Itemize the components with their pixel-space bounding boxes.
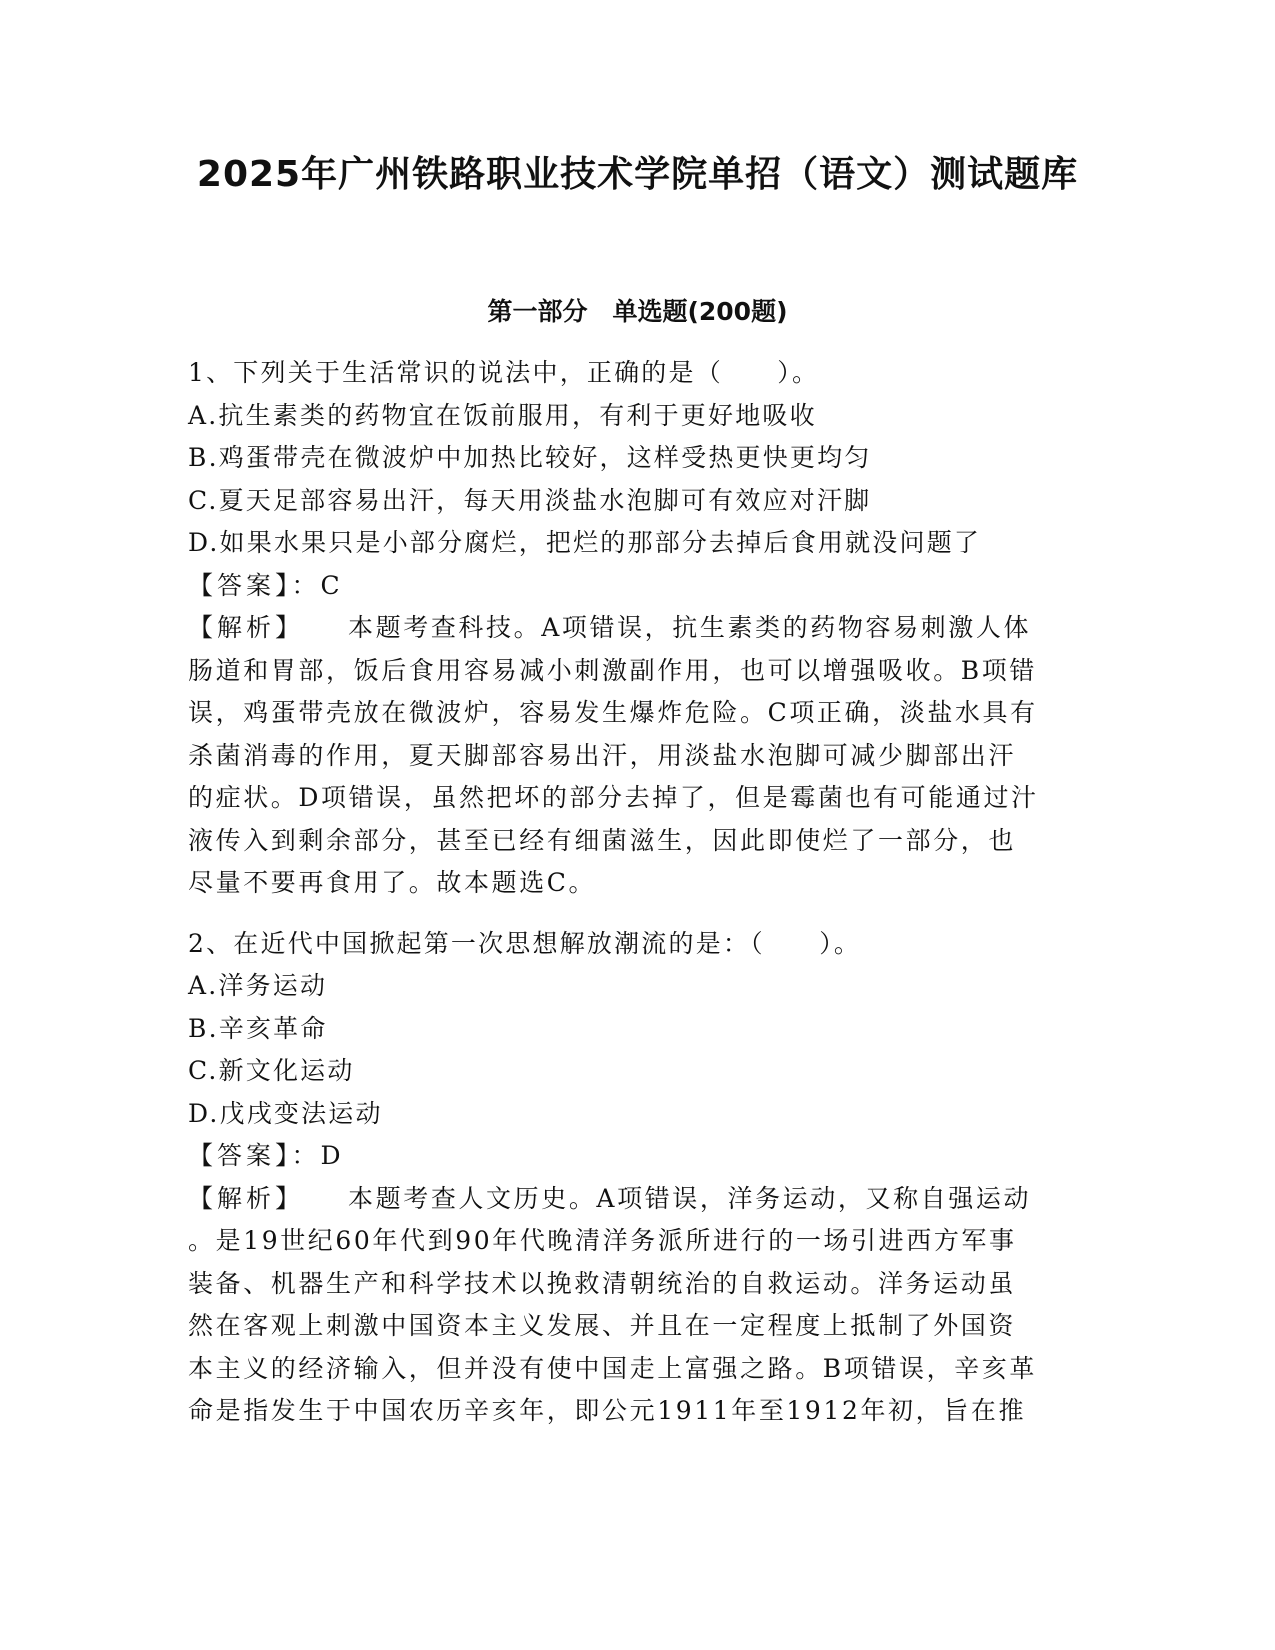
answer-value: C xyxy=(320,570,342,600)
explanation-line: 命是指发生于中国农历辛亥年，即公元1911年至1912年初，旨在推 xyxy=(188,1396,1027,1425)
explanation-line xyxy=(188,607,1088,650)
explanation-label: 【解析】 xyxy=(188,1183,305,1213)
explanation-line: 肠道和胃部，饭后食用容易减小刺激副作用，也可以增强吸收。B项错 xyxy=(188,655,1037,685)
question-list xyxy=(188,352,1088,1433)
option-b: B.辛亥革命 xyxy=(188,1013,328,1043)
explanation-line: 尽量不要再食用了。故本题选C。 xyxy=(188,868,597,897)
document-title: 2025年广州铁路职业技术学院单招（语文）测试题库 xyxy=(196,154,1079,195)
option-d: D.戊戌变法运动 xyxy=(188,1098,383,1128)
explanation-line: 误，鸡蛋带壳放在微波炉，容易发生爆炸危险。C项正确，淡盐水具有 xyxy=(188,698,1038,727)
section-heading: 第一部分 单选题(200题) xyxy=(487,297,788,326)
option-c: C.新文化运动 xyxy=(188,1056,355,1085)
explanation-line: 然在客观上刺激中国资本主义发展、并且在一定程度上抵制了外国资 xyxy=(188,1311,1017,1340)
option-c: C.夏天足部容易出汗，每天用淡盐水泡脚可有效应对汗脚 xyxy=(188,485,872,515)
explanation-line: 的症状。D项错误，虽然把坏的部分去掉了，但是霉菌也有可能通过汁 xyxy=(188,783,1039,812)
explanation-label: 【解析】 xyxy=(188,613,305,642)
question-1 xyxy=(188,352,1088,905)
explanation-line: 本主义的经济输入，但并没有使中国走上富强之路。B项错误，辛亥革 xyxy=(188,1353,1037,1383)
option-d: D.如果水果只是小部分腐烂，把烂的那部分去掉后食用就没问题了 xyxy=(188,528,982,557)
explanation-text: 本题考查人文历史。A项错误，洋务运动，又称自强运动 xyxy=(348,1183,1032,1213)
question-2 xyxy=(188,923,1088,1433)
option-b: B.鸡蛋带壳在微波炉中加热比较好，这样受热更快更均匀 xyxy=(188,443,872,472)
answer-value: D xyxy=(320,1141,343,1170)
option-a: A.抗生素类的药物宜在饭前服用，有利于更好地吸收 xyxy=(188,400,817,430)
explanation-line: 液传入到剩余部分，甚至已经有细菌滋生，因此即使烂了一部分，也 xyxy=(188,825,1017,855)
answer-line xyxy=(188,565,1088,608)
question-stem: 2、在近代中国掀起第一次思想解放潮流的是：（ ）。 xyxy=(188,928,862,958)
explanation-line: 杀菌消毒的作用，夏天脚部容易出汗，用淡盐水泡脚可减少脚部出汗 xyxy=(188,740,1017,770)
answer-line xyxy=(188,1135,1088,1178)
explanation-line: 。是19世纪60年代到90年代晚清洋务派所进行的一场引进西方军事 xyxy=(188,1226,1017,1255)
answer-label: 【答案】： xyxy=(188,1141,321,1170)
question-stem: 1、下列关于生活常识的说法中，正确的是（ ）。 xyxy=(188,358,820,387)
explanation-line: 装备、机器生产和科学技术以挽救清朝统治的自救运动。洋务运动虽 xyxy=(188,1268,1017,1298)
answer-label: 【答案】： xyxy=(188,570,321,600)
explanation-line xyxy=(188,1178,1088,1221)
explanation-text: 本题考查科技。A项错误，抗生素类的药物容易刺激人体 xyxy=(348,613,1032,642)
option-a: A.洋务运动 xyxy=(188,971,328,1000)
